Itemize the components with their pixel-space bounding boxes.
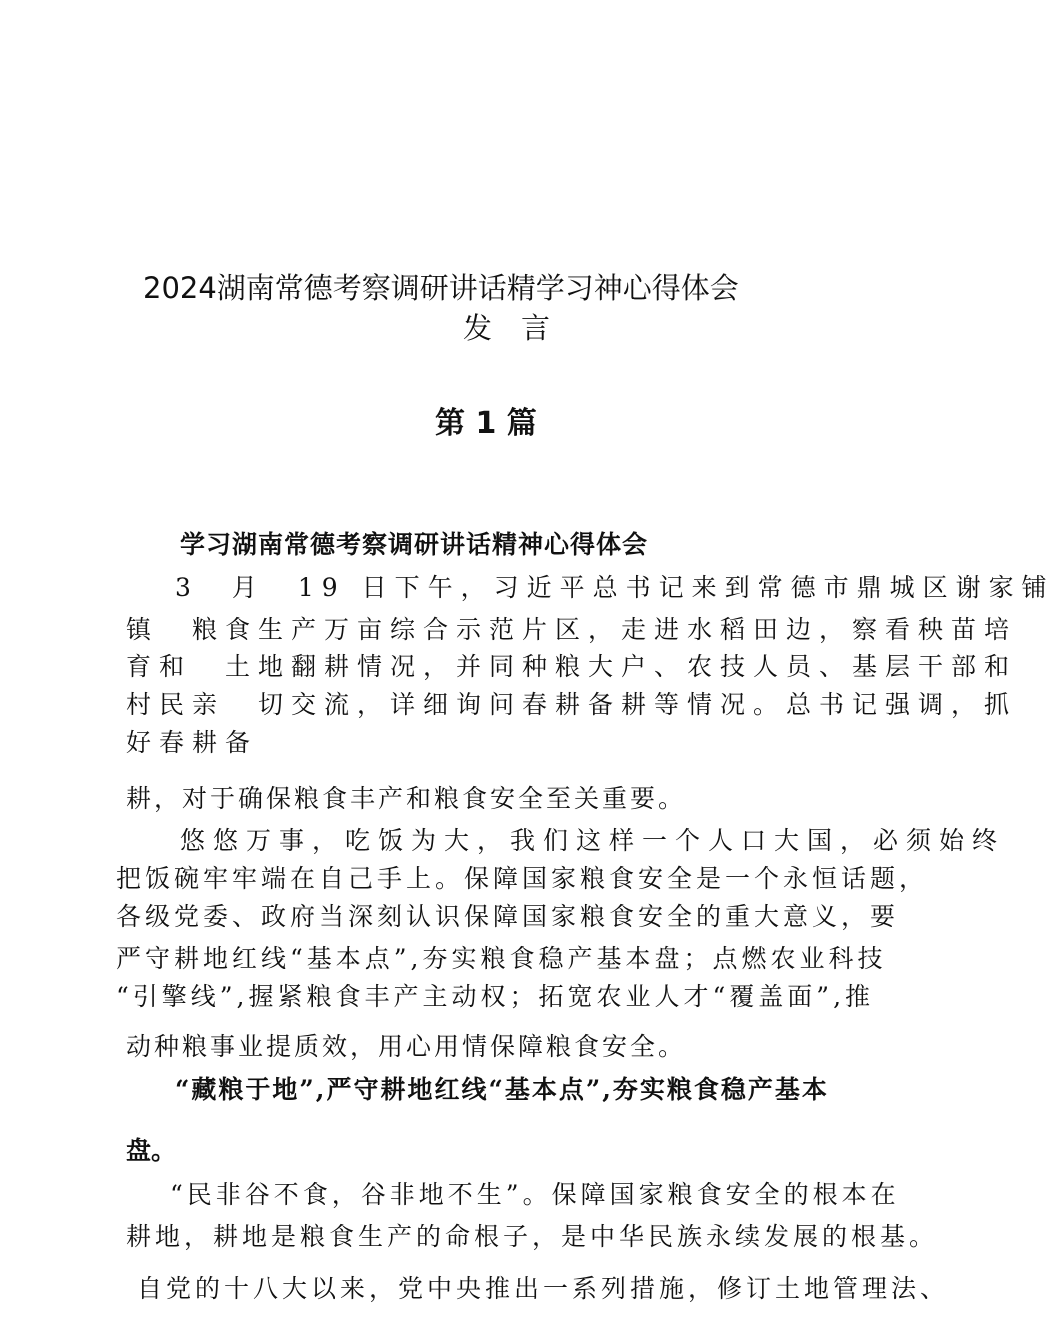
- chapter-heading: 第 1 篇: [435, 406, 537, 441]
- subheading-line-2: 盘。: [126, 1136, 177, 1165]
- paragraph-1-line-1: 3 月 19 日下午，习近平总书记来到常德市鼎城区谢家铺: [175, 573, 1055, 602]
- paragraph-2-line-3: 各级党委、政府当深刻认识保障国家粮食安全的重大意义，要: [116, 902, 900, 931]
- paragraph-3-line-3: 自党的十八大以来，党中央推出一系列措施，修订土地管理法、: [137, 1274, 950, 1303]
- paragraph-1-line-5: 好春耕备: [126, 728, 259, 757]
- paragraph-1-line-2: 镇 粮食生产万亩综合示范片区，走进水稻田边，察看秧苗培: [126, 615, 1018, 644]
- paragraph-1-line-4: 村民亲 切交流，详细询问春耕备耕等情况。总书记强调，抓: [126, 690, 1018, 719]
- document-title-line-1: 2024湖南常德考察调研讲话精学习神心得体会: [143, 271, 739, 305]
- paragraph-3-line-1: “民非谷不食，谷非地不生”。保障国家粮食安全的根本在: [170, 1180, 900, 1209]
- paragraph-2-line-2: 把饭碗牢牢端在自己手上。保障国家粮食安全是一个永恒话题，: [116, 864, 929, 893]
- paragraph-1-line-6: 耕，对于确保粮食丰产和粮食安全至关重要。: [126, 784, 687, 813]
- paragraph-2-line-1: 悠悠万事，吃饭为大，我们这样一个人口大国，必须始终: [180, 826, 1006, 855]
- paragraph-3-line-2: 耕地，耕地是粮食生产的命根子，是中华民族永续发展的根基。: [126, 1222, 939, 1251]
- paragraph-2-line-5: “引擎线”,握紧粮食丰产主动权；拓宽农业人才“覆盖面”,推: [116, 982, 875, 1011]
- section-heading: 学习湖南常德考察调研讲话精神心得体会: [180, 530, 649, 559]
- document-title-line-2: 发 言: [463, 311, 551, 345]
- subheading-line-1: “藏粮于地”,严守耕地红线“基本点”,夯实粮食稳产基本: [175, 1075, 829, 1104]
- paragraph-2-line-6: 动种粮事业提质效，用心用情保障粮食安全。: [126, 1032, 687, 1061]
- paragraph-2-line-4: 严守耕地红线“基本点”,夯实粮食稳产基本盘；点燃农业科技: [116, 944, 887, 973]
- paragraph-1-line-3: 育和 土地翻耕情况，并同种粮大户、农技人员、基层干部和: [126, 652, 1018, 681]
